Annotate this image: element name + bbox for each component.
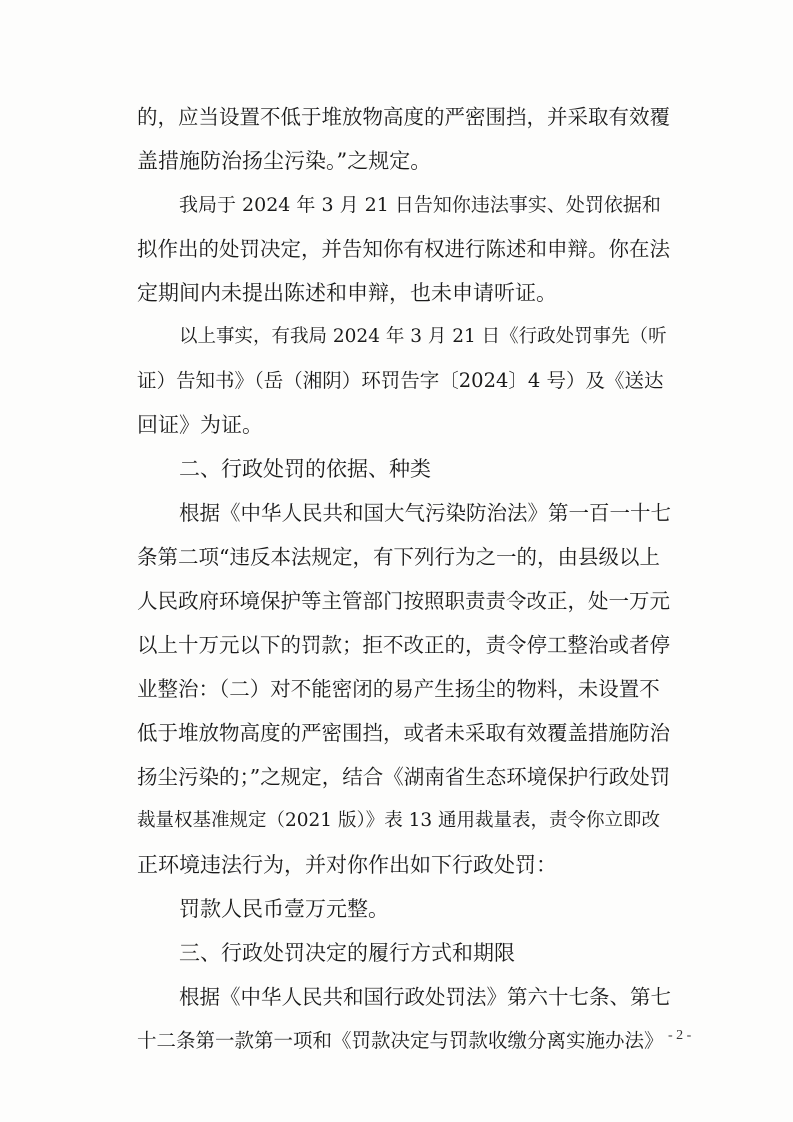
text-line-3: 我局于 2024 年 3 月 21 日告知你违法事实、处罚依据和: [179, 194, 661, 216]
text-line-10: 根据《中华人民共和国大气污染防治法》第一百一十七: [179, 501, 671, 525]
text-line-11: 条第二项“违反本法规定，有下列行为之一的，由县级以上: [137, 545, 660, 569]
text-line-7: 证）告知书》（岳（湘阴）环罚告字〔2024〕4 号）及《送达: [137, 369, 664, 392]
text-line-4: 拟作出的处罚决定，并告知你有权进行陈述和申辩。你在法: [137, 237, 670, 261]
text-line-17: 裁量权基准规定（2021 版）》表 13 通用裁量表，责令你立即改: [137, 810, 661, 831]
text-line-18: 正环境违法行为，并对你作出如下行政处罚：: [137, 853, 557, 877]
text-line-15: 低于堆放物高度的严密围挡，或者未采取有效覆盖措施防治: [137, 721, 670, 745]
page-number: - 2 -: [668, 1028, 692, 1043]
text-line-21: 根据《中华人民共和国行政处罚法》第六十七条、第七: [179, 985, 671, 1009]
text-line-8: 回证》为证。: [137, 413, 263, 437]
section-heading-3: 三、行政处罚决定的履行方式和期限: [179, 941, 515, 965]
text-line-19: 罚款人民币壹万元整。: [179, 897, 389, 921]
text-line-2: 盖措施防治扬尘污染。”之规定。: [137, 149, 432, 173]
section-heading-2: 二、行政处罚的依据、种类: [179, 457, 431, 481]
text-line-1: 的，应当设置不低于堆放物高度的严密围挡，并采取有效覆: [137, 105, 670, 129]
text-line-22: 十二条第一款第一项和《罚款决定与罚款收缴分离实施办法》: [137, 1029, 664, 1052]
text-line-13: 以上十万元以下的罚款；拒不改正的，责令停工整治或者停: [137, 633, 670, 657]
text-line-14: 业整治：（二）对不能密闭的易产生扬尘的物料，未设置不: [137, 677, 660, 701]
text-line-6: 以上事实，有我局 2024 年 3 月 21 日《行政处罚事先（听: [179, 326, 667, 347]
text-line-16: 扬尘污染的；”之规定，结合《湖南省生态环境保护行政处罚: [137, 765, 671, 789]
text-line-12: 人民政府环境保护等主管部门按照职责责令改正，处一万元: [137, 589, 670, 613]
text-line-5: 定期间内未提出陈述和申辩，也未申请听证。: [137, 281, 557, 305]
